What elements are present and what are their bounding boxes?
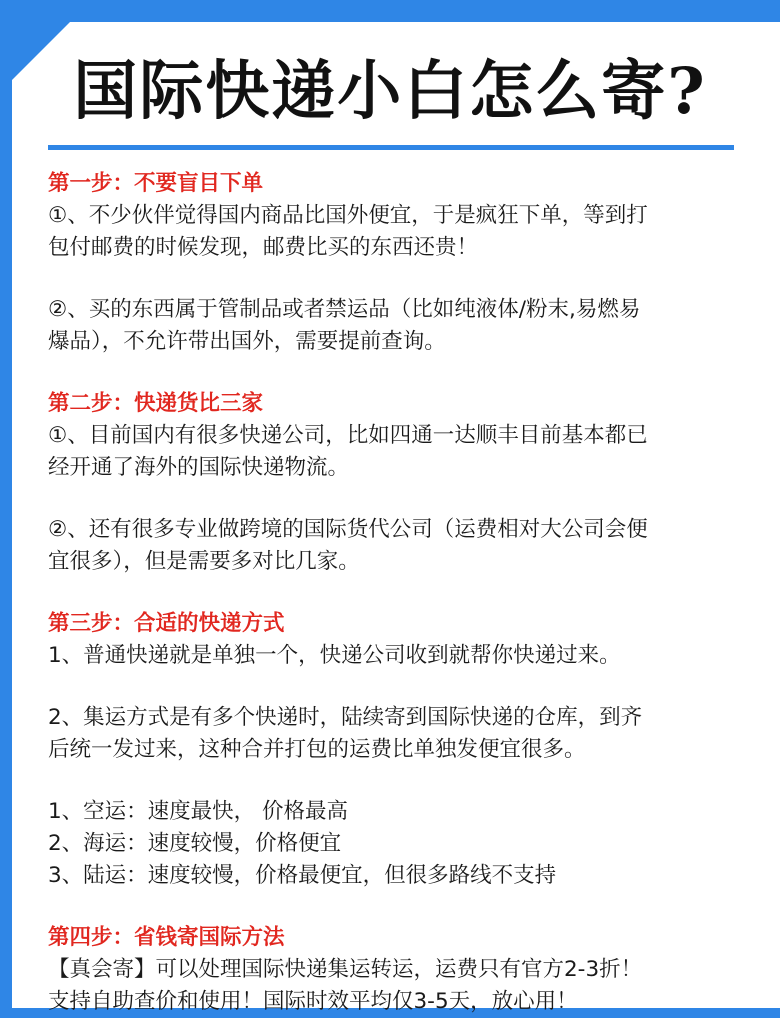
- article-body: [48, 168, 748, 1018]
- page-title: 国际快递小白怎么寄?: [73, 54, 707, 129]
- step2-heading: 第二步：快递货比三家: [48, 391, 264, 416]
- title-divider: [48, 145, 734, 150]
- step4-heading: 第四步：省钱寄国际方法: [48, 925, 285, 950]
- shipping-option: 2、海运：速度较慢，价格便宜: [48, 831, 342, 856]
- step2-text: ①、目前国内有很多快递公司，比如四通一达顺丰目前基本都已: [48, 423, 648, 448]
- shipping-option: 3、陆运：速度较慢，价格最便宜，但很多路线不支持: [48, 863, 557, 888]
- step3-text: 后统一发过来，这种合并打包的运费比单独发便宜很多。: [48, 737, 586, 762]
- step1-text: ①、不少伙伴觉得国内商品比国外便宜，于是疯狂下单，等到打: [48, 203, 648, 228]
- step4-text: 【真会寄】可以处理国际快递集运转运，运费只有官方2-3折！: [48, 957, 643, 982]
- step1-text: 包付邮费的时候发现，邮费比买的东西还贵！: [48, 235, 479, 260]
- shipping-option: 1、空运：速度最快， 价格最高: [48, 799, 349, 824]
- step2-text: 宜很多），但是需要多对比几家。: [48, 549, 360, 574]
- step2-text: ②、还有很多专业做跨境的国际货代公司（运费相对大公司会便: [48, 517, 648, 542]
- step3-heading: 第三步：合适的快递方式: [48, 611, 285, 636]
- step4-text: 支持自助查价和使用！国际时效平均仅3-5天，放心用！: [48, 989, 578, 1014]
- step3-text: 1、普通快递就是单独一个，快递公司收到就帮你快递过来。: [48, 643, 621, 668]
- step2-text: 经开通了海外的国际快递物流。: [48, 455, 350, 480]
- step1-text: ②、买的东西属于管制品或者禁运品（比如纯液体/粉末,易燃易: [48, 297, 641, 322]
- step3-text: 2、集运方式是有多个快递时，陆续寄到国际快递的仓库，到齐: [48, 705, 643, 730]
- step1-text: 爆品），不允许带出国外，需要提前查询。: [48, 329, 446, 354]
- step1-heading: 第一步：不要盲目下单: [48, 171, 264, 196]
